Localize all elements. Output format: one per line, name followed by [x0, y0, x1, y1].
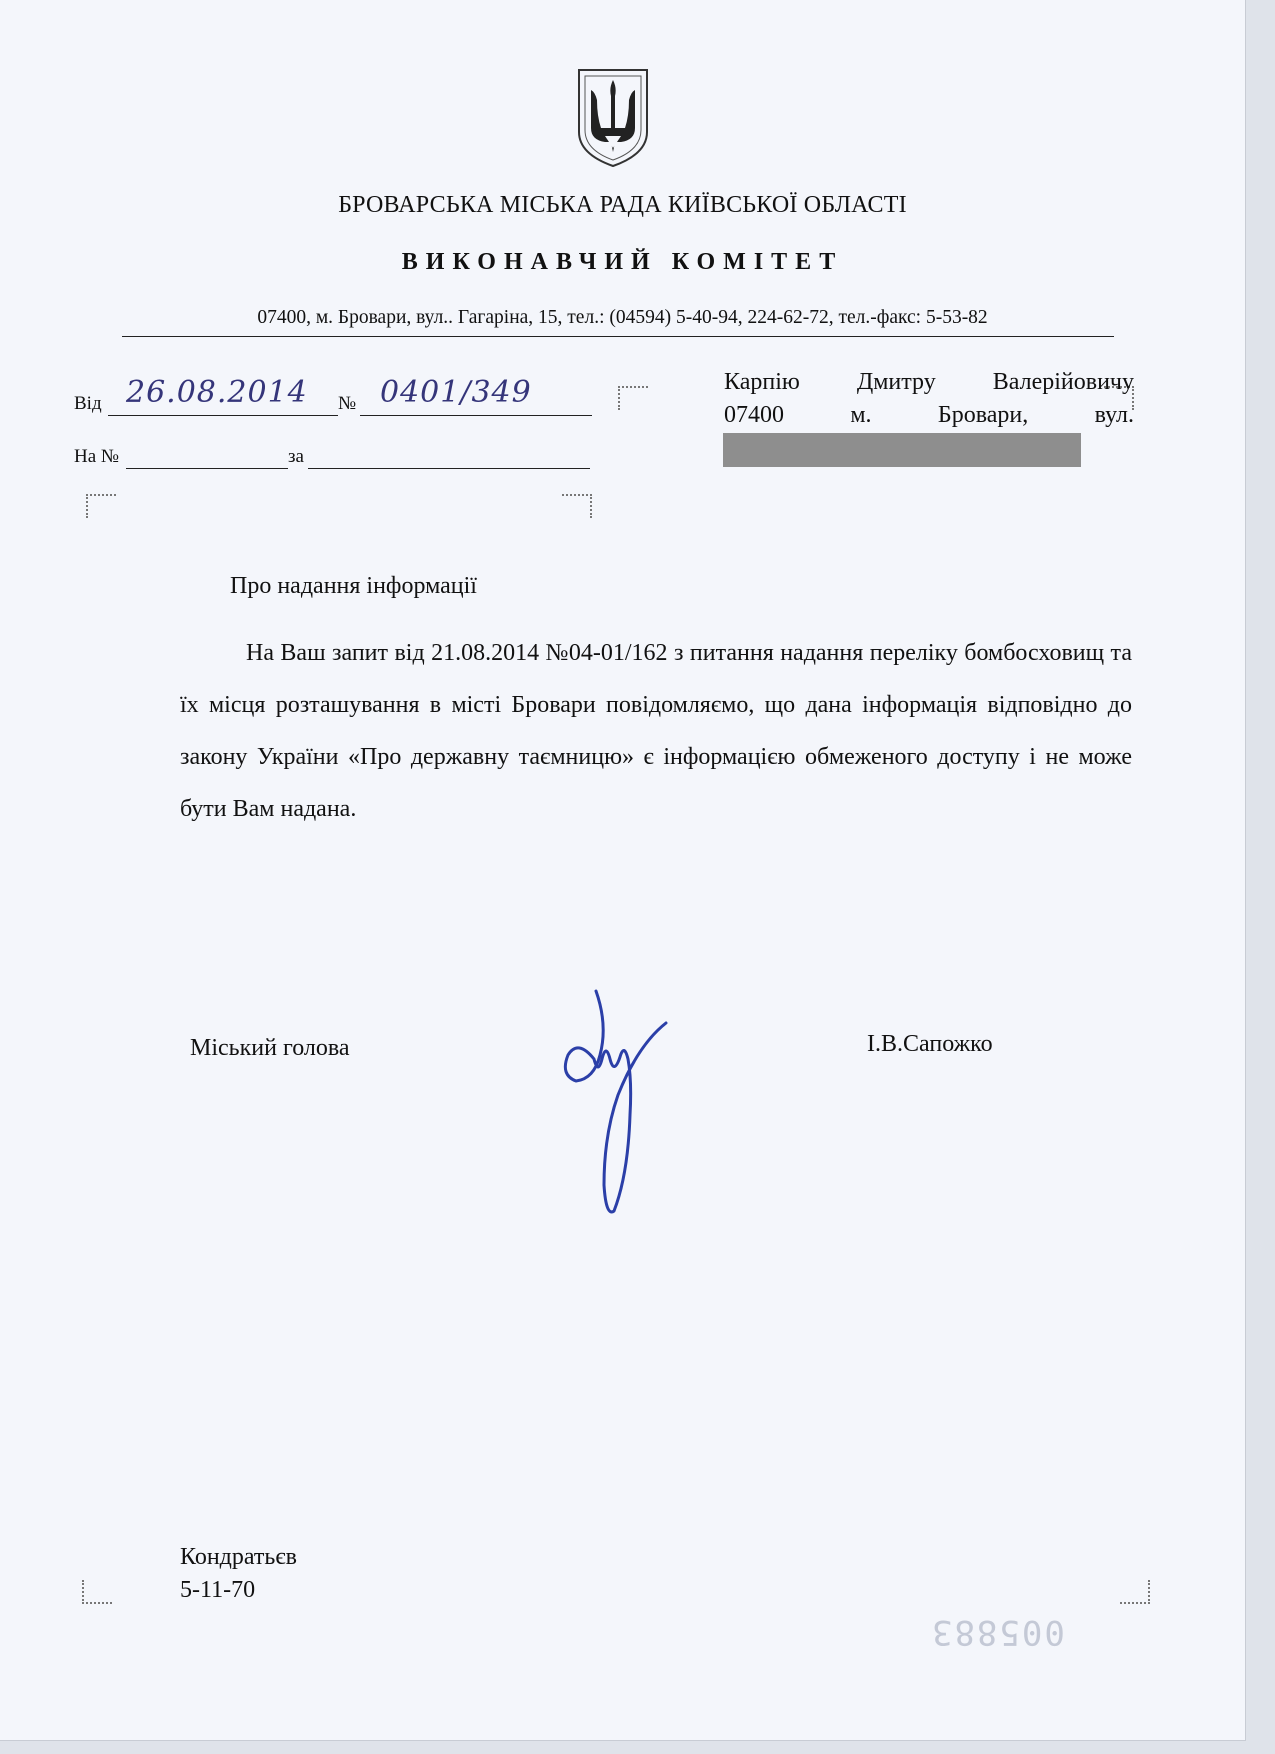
number-label: № [338, 393, 357, 414]
committee-name: ВИКОНАВЧИЙ КОМІТЕТ [401, 249, 844, 275]
signer-name: І.В.Сапожко [867, 1031, 993, 1057]
reply-date-line [308, 468, 590, 469]
handwritten-number: 0401/349 [380, 375, 532, 410]
handwritten-signature-icon [548, 985, 678, 1215]
reply-number-line [126, 468, 288, 469]
council-name: БРОВАРСЬКА МІСЬКА РАДА КИЇВСЬКОЇ ОБЛАСТІ [338, 192, 907, 218]
recipient-name: Карпію Дмитру Валерійовичу [724, 369, 1134, 395]
council-address: 07400, м. Бровари, вул.. Гагаріна, 15, тел.: (04594) 5-40-94, 224-62-72, тел.-факс: 5-53-82 [257, 307, 988, 328]
corner-mark [86, 494, 116, 518]
date-field-line [108, 415, 338, 416]
body-paragraph: На Ваш запит від 21.08.2014 №04-01/162 з питання надання переліку бомбосховищ та їх місця розташування в місті Бровари повідомляємо, що дана інформація відповідно до закону України «Про державну таємницю» є інформацією обмеженого доступу і не може бути Вам надана. [180, 640, 1132, 822]
from-label: Від [74, 393, 102, 414]
reply-number-label: На № [74, 446, 120, 467]
executor-phone: 5-11-70 [180, 1577, 256, 1603]
handwritten-date: 26.08.2014 [126, 375, 308, 410]
corner-mark [82, 1580, 112, 1604]
recipient-address: 07400 м. Бровари, вул. [724, 402, 1134, 428]
corner-mark [1120, 1580, 1150, 1604]
number-field-line [360, 415, 592, 416]
header-divider [122, 336, 1114, 337]
corner-mark [562, 494, 592, 518]
reply-date-label: за [288, 446, 304, 467]
tryzub-emblem-icon [575, 66, 651, 170]
recipient-block [724, 366, 1134, 432]
redacted-address-bar [723, 433, 1081, 467]
serial-number: 005883 [930, 1612, 1065, 1652]
executor-block [180, 1541, 297, 1607]
executor-name: Кондратьєв [180, 1544, 297, 1570]
letter-subject: Про надання інформації [230, 573, 477, 599]
letter-body [180, 627, 1132, 835]
signer-position: Міський голова [190, 1035, 350, 1061]
corner-mark [618, 386, 648, 410]
